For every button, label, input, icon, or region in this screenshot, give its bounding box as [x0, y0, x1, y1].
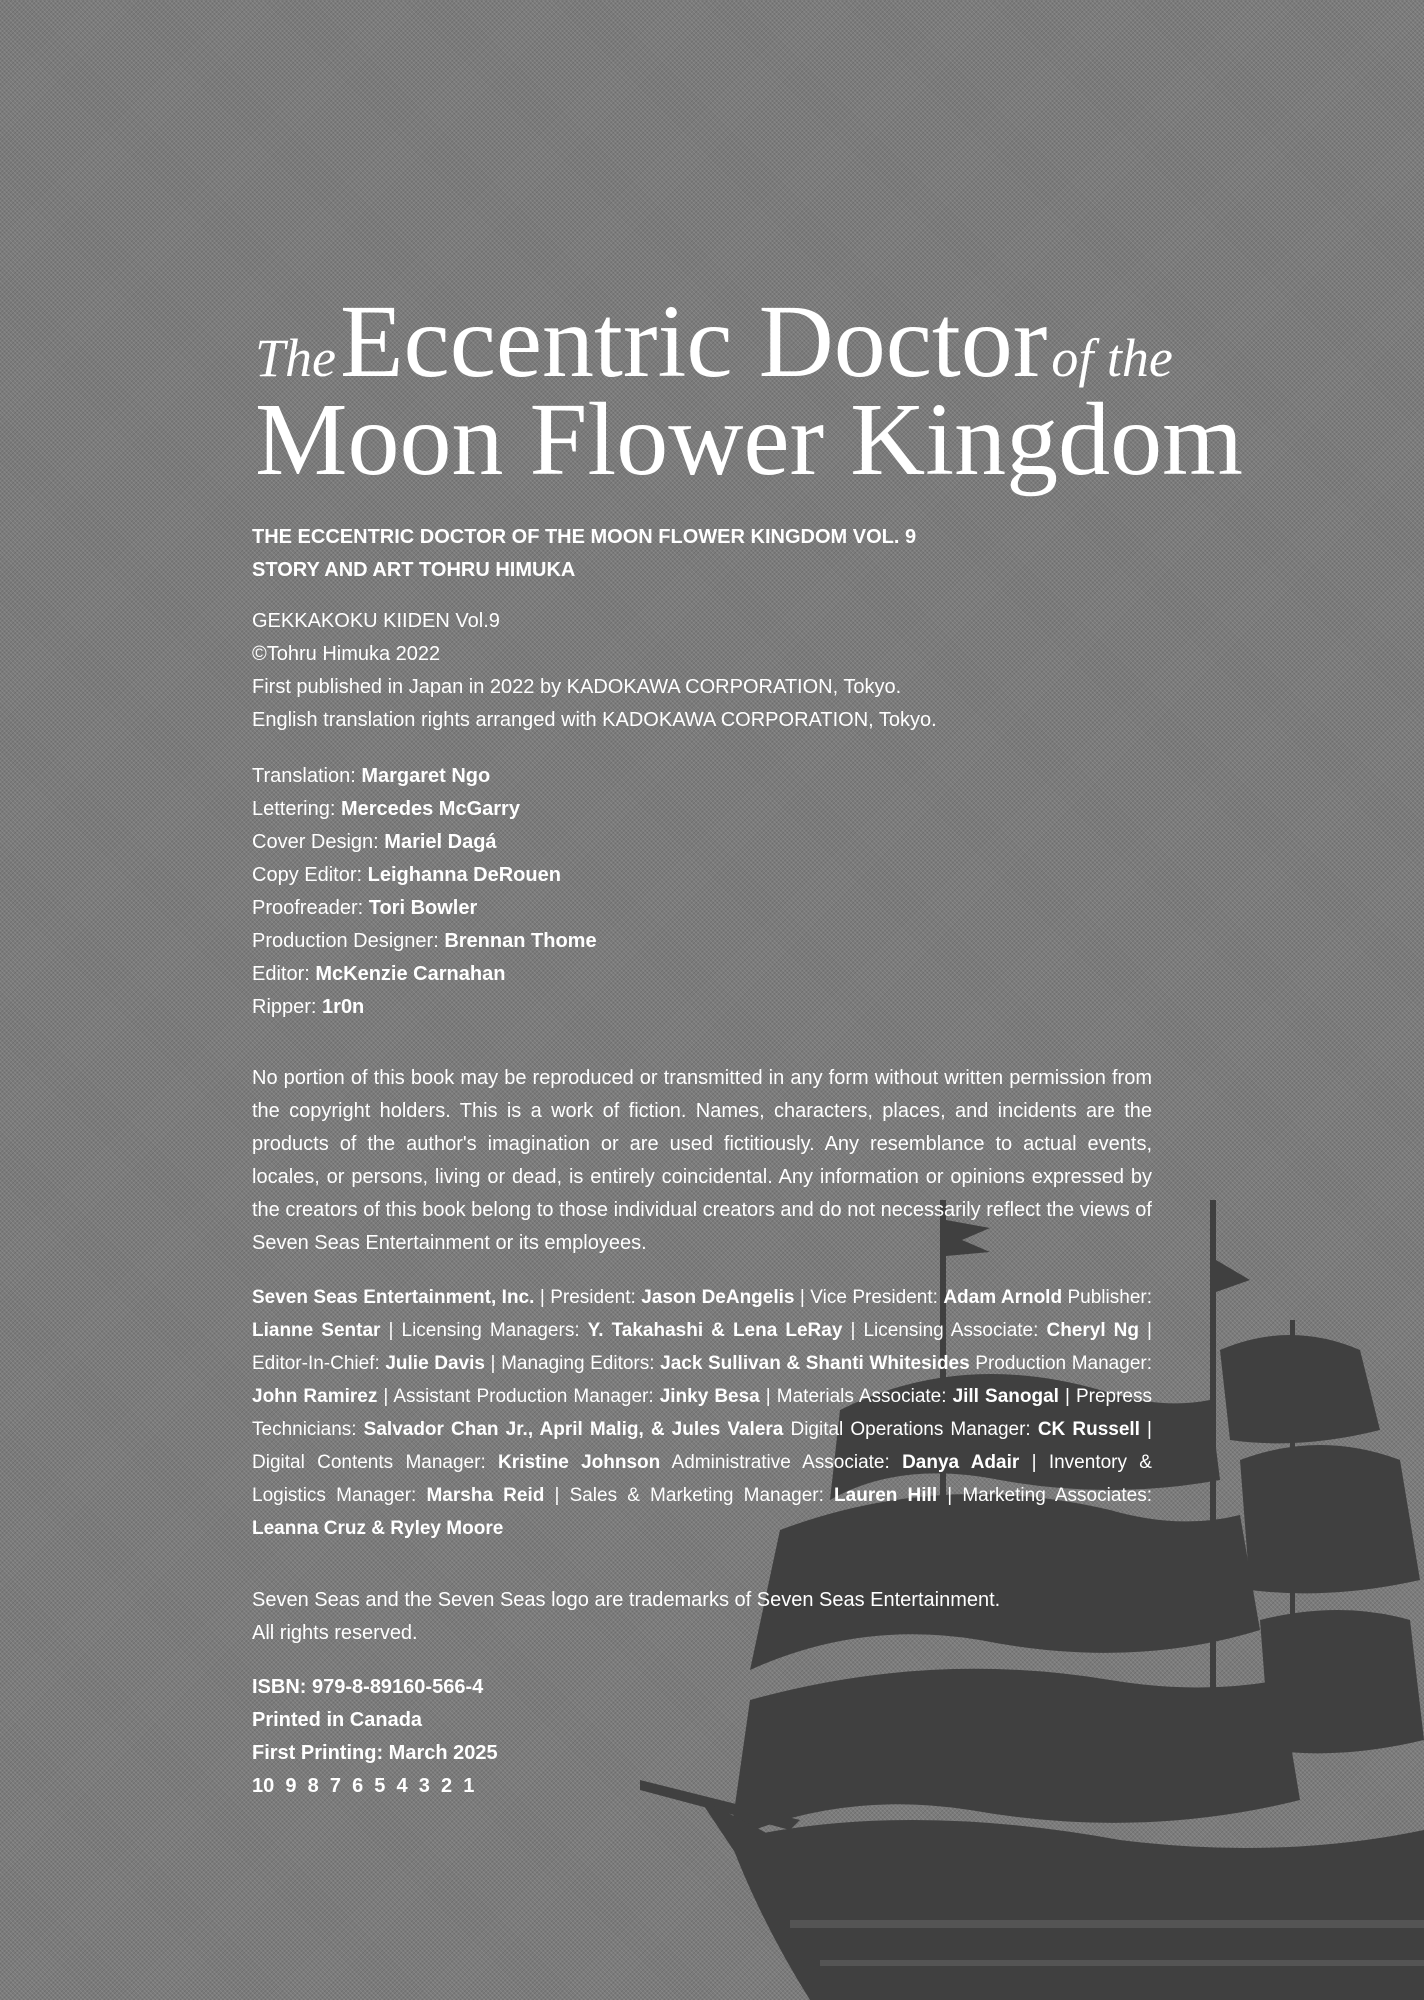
- staff-name: Kristine Johnson: [498, 1452, 661, 1473]
- original-title-line: GEKKAKOKU KIIDEN Vol.9: [252, 610, 500, 632]
- legal-disclaimer: No portion of this book may be reproduced or transmitted in any form without written permission from the copyright holders. This is a work of fiction. Names, characters, places, and incidents are the products of the author's imagination or are used fictitiously. Any resemblance to actual events, locales, or persons, living or dead, is entirely coincidental. Any information or opinions expressed by the creators of this book belong to those individual creators and do not necessarily reflect the views of Seven Seas Entertainment or its employees.: [252, 1067, 1152, 1254]
- staff-name: Jill Sanogal: [952, 1386, 1059, 1407]
- credit-cover-design: [252, 826, 1152, 859]
- book-title-line-1: [255, 284, 1173, 399]
- credit-name: Mariel Dagá: [384, 831, 497, 853]
- staff-name: Jack Sullivan & Shanti Whitesides: [660, 1353, 970, 1374]
- book-title-line-2: Moon Flower Kingdom: [255, 382, 1243, 497]
- credit-name: McKenzie Carnahan: [315, 963, 506, 985]
- credit-translation: [252, 760, 1152, 793]
- staff-role: | Digital Contents Manager:: [252, 1419, 1152, 1473]
- first-printing: First Printing: March 2025: [252, 1742, 498, 1764]
- credit-name: Brennan Thome: [444, 930, 597, 952]
- staff-name: Danya Adair: [902, 1452, 1020, 1473]
- credit-name: Tori Bowler: [368, 897, 478, 919]
- staff-role: Production Manager:: [969, 1353, 1152, 1374]
- printing-block: [252, 1671, 1152, 1803]
- staff-role: | Inventory & Logistics Manager:: [252, 1452, 1152, 1506]
- credit-production-designer: [252, 925, 1152, 958]
- staff-name: Cheryl Ng: [1046, 1320, 1139, 1341]
- title-of-the: of the: [1051, 328, 1173, 388]
- staff-name: Y. Takahashi & Lena LeRay: [587, 1320, 843, 1341]
- credit-role: Copy Editor:: [252, 864, 368, 886]
- staff-role: | Assistant Production Manager:: [377, 1386, 660, 1407]
- staff-name: Lauren Hill: [834, 1485, 938, 1506]
- credit-name: Leighanna DeRouen: [367, 864, 561, 886]
- staff-role: | Licensing Managers:: [380, 1320, 588, 1341]
- staff-credits: [252, 1281, 1152, 1545]
- staff-role: | Marketing Associates:: [937, 1485, 1153, 1506]
- staff-role: Administrative Associate:: [660, 1452, 903, 1473]
- credit-role: Cover Design:: [252, 831, 385, 853]
- trademark-line: Seven Seas and the Seven Seas logo are trademarks of Seven Seas Entertainment.: [252, 1589, 1001, 1611]
- credit-lettering: [252, 793, 1152, 826]
- rights-reserved-line: All rights reserved.: [252, 1622, 418, 1644]
- staff-name: CK Russell: [1037, 1419, 1140, 1440]
- credit-role: Lettering:: [252, 798, 341, 820]
- translation-rights-line: English translation rights arranged with KADOKAWA CORPORATION, Tokyo.: [252, 709, 937, 731]
- copyright-line: ©Tohru Himuka 2022: [252, 643, 441, 665]
- credits-block: [252, 760, 1152, 1024]
- staff-role: | Prepress Technicians:: [252, 1386, 1152, 1440]
- isbn: ISBN: 979-8-89160-566-4: [252, 1676, 484, 1698]
- credit-copy-editor: [252, 859, 1152, 892]
- staff-role: Digital Operations Manager:: [783, 1419, 1038, 1440]
- staff-role: | Managing Editors:: [484, 1353, 661, 1374]
- staff-name: Jinky Besa: [659, 1386, 760, 1407]
- staff-name: Lianne Sentar: [252, 1320, 381, 1341]
- title-the: The: [255, 328, 336, 388]
- copyright-block: [252, 605, 1152, 737]
- credit-name: Mercedes McGarry: [340, 798, 520, 820]
- credit-name: 1r0n: [322, 996, 365, 1018]
- staff-name: Adam Arnold: [943, 1287, 1063, 1308]
- story-art-credit: STORY AND ART TOHRU HIMUKA: [252, 559, 576, 581]
- first-published-line: First published in Japan in 2022 by KADOKAWA CORPORATION, Tokyo.: [252, 676, 902, 698]
- staff-role: Publisher:: [1062, 1287, 1152, 1308]
- printed-in: Printed in Canada: [252, 1709, 423, 1731]
- credit-editor: [252, 958, 1152, 991]
- staff-role: | Sales & Marketing Manager:: [544, 1485, 835, 1506]
- staff-name: Jason DeAngelis: [641, 1287, 795, 1308]
- title-eccentric-doctor: Eccentric Doctor: [340, 284, 1048, 399]
- credit-proofreader: [252, 892, 1152, 925]
- trademark-block: [252, 1584, 1152, 1650]
- credit-name: Margaret Ngo: [361, 765, 491, 787]
- credit-role: Editor:: [252, 963, 316, 985]
- staff-role: | Licensing Associate:: [842, 1320, 1047, 1341]
- credit-role: Production Designer:: [252, 930, 445, 952]
- staff-role: | Editor-In-Chief:: [252, 1320, 1152, 1374]
- staff-name: Julie Davis: [385, 1353, 485, 1374]
- staff-role: | Materials Associate:: [759, 1386, 953, 1407]
- staff-role: | President:: [534, 1287, 642, 1308]
- printing-line-numbers: 10 9 8 7 6 5 4 3 2 1: [252, 1775, 475, 1797]
- credit-role: Ripper:: [252, 996, 323, 1018]
- credit-ripper: [252, 991, 1152, 1024]
- header-block: [252, 521, 1152, 587]
- book-title: [255, 284, 1243, 497]
- company-name: Seven Seas Entertainment, Inc.: [252, 1287, 535, 1308]
- staff-name: John Ramirez: [252, 1386, 378, 1407]
- series-volume-heading: THE ECCENTRIC DOCTOR OF THE MOON FLOWER KINGDOM VOL. 9: [252, 526, 917, 548]
- staff-role: | Vice President:: [794, 1287, 944, 1308]
- staff-name: Leanna Cruz & Ryley Moore: [252, 1518, 504, 1539]
- staff-name: Salvador Chan Jr., April Malig, & Jules Valera: [363, 1419, 784, 1440]
- staff-name: Marsha Reid: [426, 1485, 545, 1506]
- credit-role: Proofreader:: [252, 897, 369, 919]
- credit-role: Translation:: [252, 765, 362, 787]
